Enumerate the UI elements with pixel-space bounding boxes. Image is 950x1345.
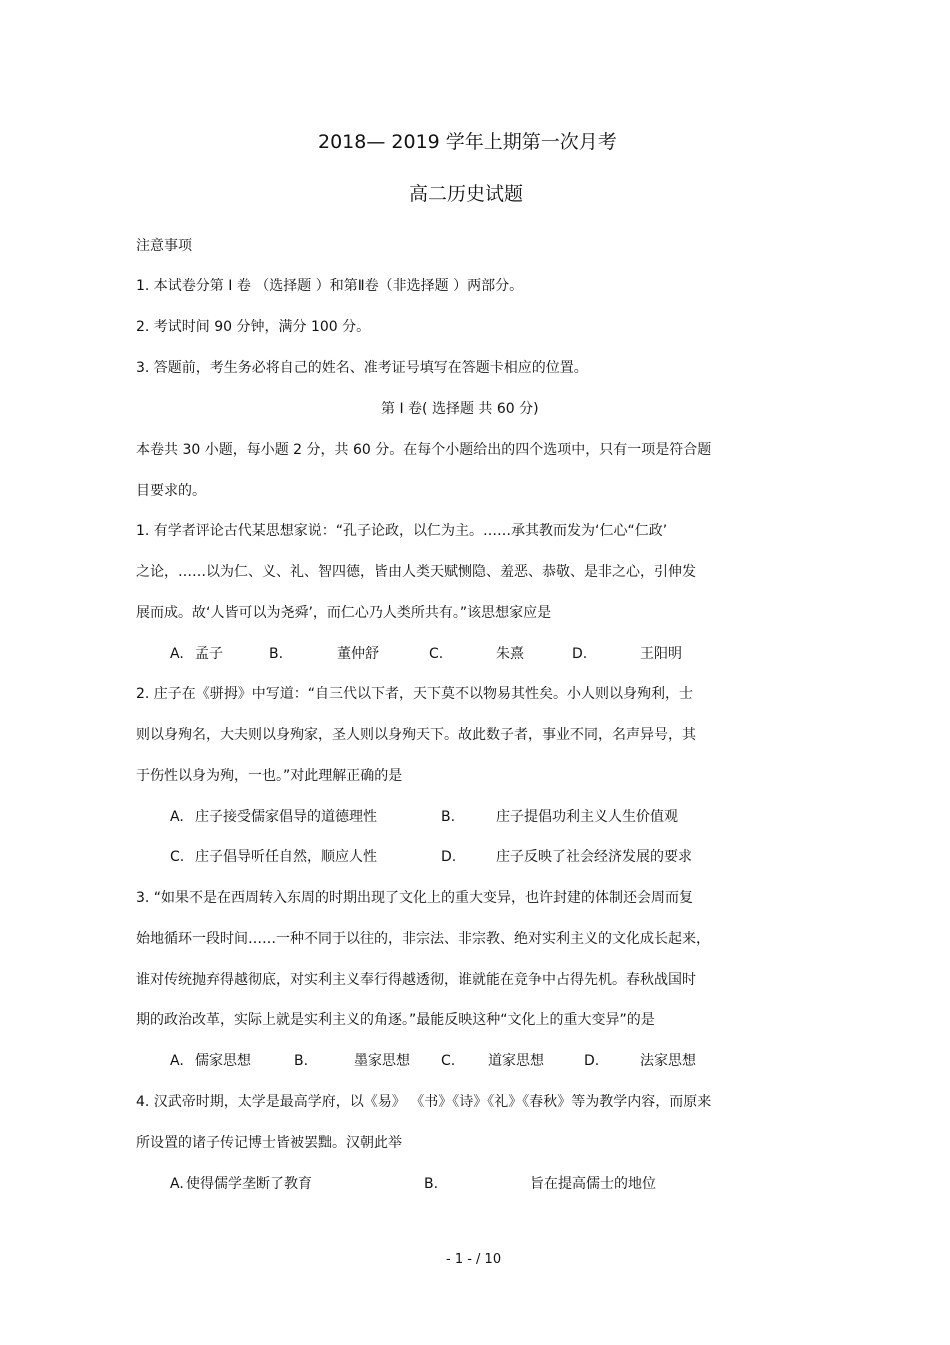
question-line: 展而成。故‘人皆可以为尧舜’，而仁心乃人类所共有。”该思想家应是: [136, 605, 552, 621]
option-text: 旨在提高儒士的地位: [530, 1176, 656, 1192]
section-instructions: 本卷共 30 小题，每小题 2 分，共 60 分。在每个小题给出的四个选项中，只有一项是符合题: [136, 442, 712, 458]
question-line: 于伤性以身为殉，一也。”对此理解正确的是: [136, 768, 403, 784]
question-line: 3. “如果不是在西周转入东周的时期出现了文化上的重大变异，也许封建的体制还会周而复: [136, 890, 694, 906]
option-text: 董仲舒: [337, 646, 379, 662]
option-text: 孟子: [195, 646, 223, 662]
page-number: - 1 - / 10: [446, 1252, 502, 1267]
page-subtitle: 高二历史试题: [409, 183, 524, 205]
note-item: 1. 本试卷分第 I 卷 （选择题 ）和第Ⅱ卷（非选择题 ）两部分。: [136, 278, 524, 294]
option-key: A.: [170, 1176, 184, 1192]
section-instructions: 目要求的。: [136, 483, 206, 499]
option-text: 儒家思想: [195, 1053, 251, 1069]
note-item: 2. 考试时间 90 分钟，满分 100 分。: [136, 319, 371, 335]
option-text: 庄子倡导听任自然，顺应人性: [195, 849, 377, 865]
option-key: D.: [441, 849, 457, 865]
option-text: 庄子接受儒家倡导的道德理性: [195, 809, 377, 825]
question-line: 2. 庄子在《骈拇》中写道：“自三代以下者，天下莫不以物易其性矣。小人则以身殉利，士: [136, 686, 694, 702]
question-line: 则以身殉名，大夫则以身殉家，圣人则以身殉天下。故此数子者，事业不同，名声异号，其: [136, 727, 696, 743]
option-key: D.: [584, 1053, 600, 1069]
option-key: C.: [170, 849, 185, 865]
question-line: 之论，……以为仁、义、礼、智四德，皆由人类天赋恻隐、羞恶、恭敬、是非之心，引伸发: [136, 564, 696, 580]
question-line: 4. 汉武帝时期，太学是最高学府，以《易》 《书》《诗》《礼》《春秋》等为教学内容，而原来: [136, 1094, 712, 1110]
option-key: C.: [441, 1053, 456, 1069]
option-key: A.: [170, 1053, 184, 1069]
option-text: 庄子反映了社会经济发展的要求: [496, 849, 692, 865]
option-key: B.: [269, 646, 284, 662]
option-text: 使得儒学垄断了教育: [186, 1176, 312, 1192]
option-text: 庄子提倡功利主义人生价值观: [496, 809, 678, 825]
option-key: D.: [572, 646, 588, 662]
question-line: 所设置的诸子传记博士皆被罢黜。汉朝此举: [136, 1135, 402, 1151]
section-heading: 第 I 卷( 选择题 共 60 分): [381, 401, 539, 417]
note-item: 3. 答题前，考生务必将自己的姓名、准考证号填写在答题卡相应的位置。: [136, 360, 588, 376]
option-key: B.: [441, 809, 456, 825]
notes-heading: 注意事项: [136, 238, 192, 254]
option-text: 法家思想: [640, 1053, 696, 1069]
option-key: A.: [170, 809, 184, 825]
option-text: 墨家思想: [354, 1053, 410, 1069]
question-line: 谁对传统抛弃得越彻底，对实利主义奉行得越透彻，谁就能在竞争中占得先机。春秋战国时: [136, 972, 696, 988]
page-title: 2018— 2019 学年上期第一次月考: [318, 131, 617, 153]
option-text: 道家思想: [488, 1053, 544, 1069]
option-key: B.: [294, 1053, 309, 1069]
option-key: C.: [429, 646, 444, 662]
option-text: 王阳明: [640, 646, 682, 662]
option-text: 朱熹: [496, 646, 524, 662]
question-line: 1. 有学者评论古代某思想家说：“孔子论政，以仁为主。……承其教而发为‘仁心“仁政’: [136, 523, 668, 539]
option-key: B.: [424, 1176, 439, 1192]
question-line: 期的政治改革，实际上就是实利主义的角逐。”最能反映这种“文化上的重大变异”的是: [136, 1012, 655, 1028]
option-key: A.: [170, 646, 184, 662]
question-line: 始地循环一段时间……一种不同于以往的，非宗法、非宗教、绝对实利主义的文化成长起来，: [136, 931, 710, 947]
